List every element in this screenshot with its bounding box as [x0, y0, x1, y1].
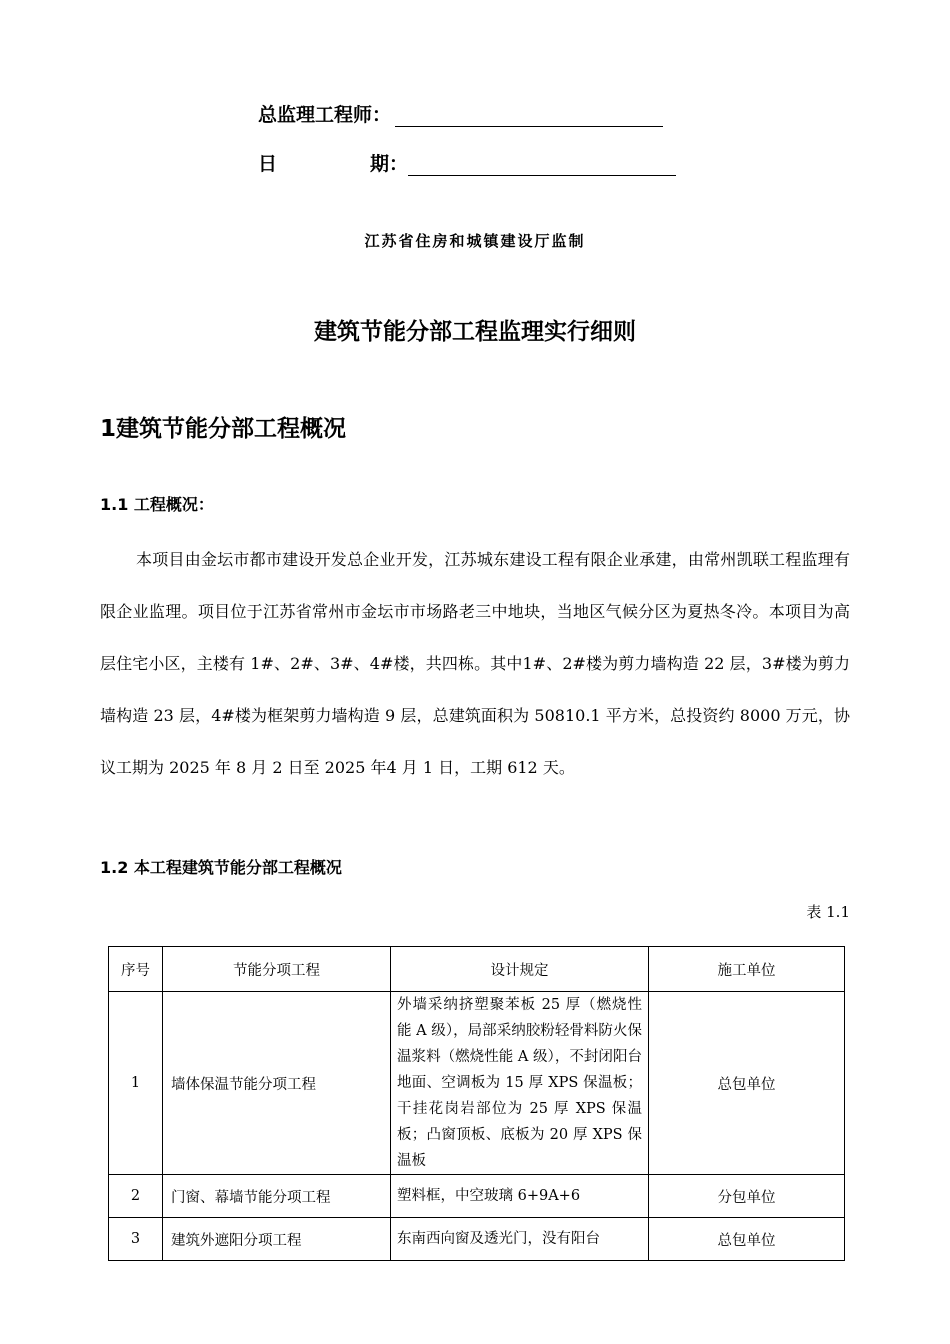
date-label-part-2: 期： [369, 153, 408, 175]
cell-design: 东南西向窗及透光门，没有阳台 [391, 1218, 649, 1261]
chief-engineer-signature-line [395, 106, 663, 127]
cell-unit: 总包单位 [649, 992, 845, 1175]
cell-design: 外墙采纳挤塑聚苯板 25 厚（燃烧性能 A 级），局部采纳胶粉轻骨料防火保温浆料（燃烧性能 A 级），不封闭阳台地面、空调板为 15 厚 XPS 保温板；干挂花岗岩部位为 25 厚 XPS 保温板；凸窗顶板、底板为 20 厚 XPS 保温板 [391, 992, 649, 1175]
table-row [109, 992, 845, 1175]
project-overview-paragraph: 本项目由金坛市都市建设开发总企业开发，江苏城东建设工程有限企业承建，由常州凯联工程监理有限企业监理。项目位于江苏省常州市金坛市市场路老三中地块，当地区气候分区为夏热冬冷。本项目为高层住宅小区，主楼有 1#、2#、3#、4#楼，共四栋。其中1#、2#楼为剪力墙构造 22 层，3#楼为剪力墙构造 23 层，4#楼为框架剪力墙构造 9 层，总建筑面积为 50810.1 平方米，总投资约 8000 万元，协议工期为 2025 年 8 月 2 日至 2025 年4 月 1 日，工期 612 天。 [100, 550, 850, 777]
table-row [109, 1218, 845, 1261]
chief-engineer-signature-row [258, 101, 663, 127]
cell-item: 门窗、幕墙节能分项工程 [163, 1175, 391, 1218]
cell-item: 墙体保温节能分项工程 [163, 992, 391, 1175]
header-no: 序号 [109, 947, 163, 992]
date-label-part-1: 日 [258, 153, 278, 175]
table-caption: 表 1.1 [806, 903, 850, 921]
section-1-2-heading: 1.2 本工程建筑节能分部工程概况 [100, 858, 342, 877]
header-design: 设计规定 [391, 947, 649, 992]
document-title: 建筑节能分部工程监理实行细则 [314, 319, 636, 345]
date-signature-line [408, 155, 676, 176]
section-1-heading: 1建筑节能分部工程概况 [100, 416, 347, 442]
energy-saving-table [108, 946, 845, 1261]
cell-unit: 总包单位 [649, 1218, 845, 1261]
cell-no: 2 [109, 1175, 163, 1218]
cell-unit: 分包单位 [649, 1175, 845, 1218]
table-row [109, 1175, 845, 1218]
date-label [258, 149, 408, 176]
section-1-1-heading: 1.1 工程概况： [100, 495, 214, 514]
header-unit: 施工单位 [649, 947, 845, 992]
chief-engineer-label: 总监理工程师： [258, 104, 392, 126]
date-signature-row [258, 150, 676, 176]
supervised-by-text: 江苏省住房和城镇建设厅监制 [364, 232, 586, 250]
cell-design: 塑料框，中空玻璃 6+9A+6 [391, 1175, 649, 1218]
table-header-row [109, 947, 845, 992]
cell-item: 建筑外遮阳分项工程 [163, 1218, 391, 1261]
header-item: 节能分项工程 [163, 947, 391, 992]
cell-no: 1 [109, 992, 163, 1175]
cell-no: 3 [109, 1218, 163, 1261]
